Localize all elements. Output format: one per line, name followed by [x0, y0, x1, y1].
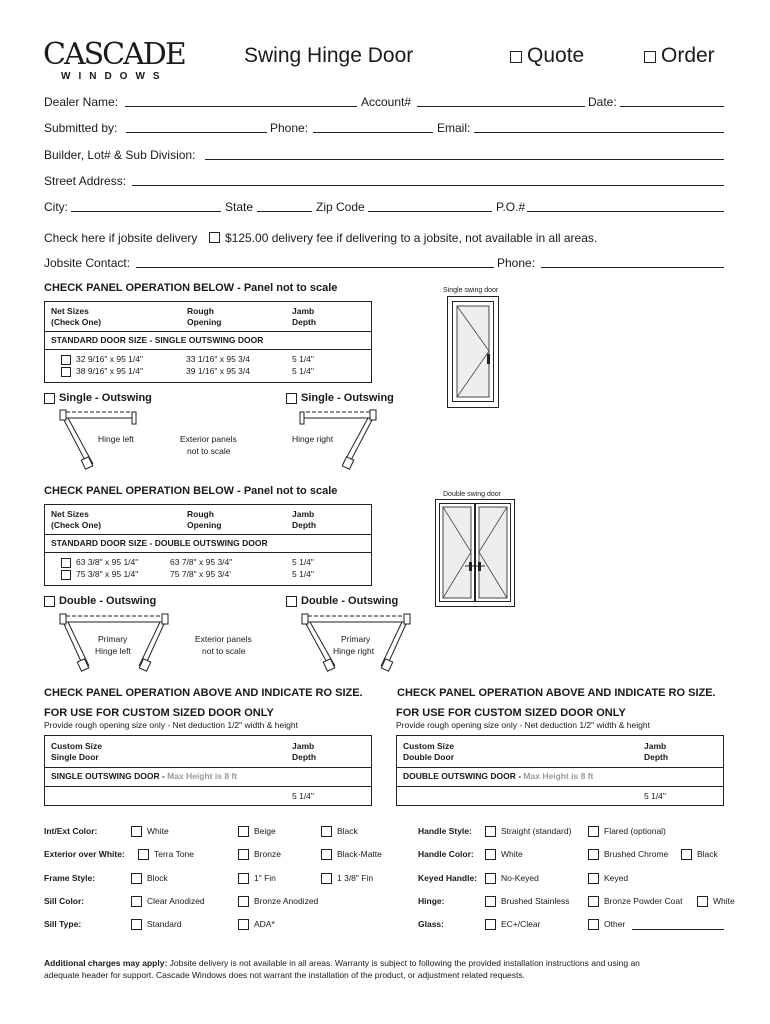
glass-other-checkbox[interactable] [588, 919, 599, 930]
double-row-net: 75 3/8" x 95 1/4" [76, 569, 139, 579]
custom-double-row-label: DOUBLE OUTSWING DOOR - [403, 771, 524, 781]
sill-standard-checkbox[interactable] [131, 919, 142, 930]
logo-sub: WINDOWS [61, 71, 168, 82]
state-field[interactable] [257, 211, 312, 212]
single-standard-label: STANDARD DOOR SIZE - SINGLE OUTSWING DOOR [51, 335, 264, 345]
hinge-bronze-label: Bronze Powder Coat [604, 896, 683, 906]
double-right-checkbox[interactable] [286, 596, 297, 607]
double-exterior-caption2: not to scale [202, 646, 246, 656]
custom-single-row [51, 771, 237, 782]
hinge-white-checkbox[interactable] [697, 896, 708, 907]
double-right-label: Double - Outswing [301, 595, 399, 607]
intext-black-checkbox[interactable] [321, 826, 332, 837]
exterior-terra-label: Terra Tone [154, 849, 195, 859]
jobsite-fee-text: $125.00 delivery fee if delivering to a jobsite, not available in all areas. [225, 231, 598, 245]
single-row-rough: 33 1/16" x 95 3/4 [186, 354, 250, 364]
custom-single-row-label: SINGLE OUTSWING DOOR - [51, 771, 168, 781]
single-diagram-label: Single swing door [443, 287, 499, 294]
quote-label: Quote [527, 44, 585, 67]
single-right-label: Single - Outswing [301, 392, 394, 404]
footer-bold: Additional charges may apply: [44, 958, 168, 968]
single-hinge-right-caption: Hinge right [292, 434, 334, 444]
intext-beige-checkbox[interactable] [238, 826, 249, 837]
single-row-checkbox[interactable] [61, 355, 71, 365]
zip-label: Zip Code [316, 200, 365, 214]
page-title: Swing Hinge Door [244, 44, 414, 67]
handle-straight-checkbox[interactable] [485, 826, 496, 837]
dealer-name-field[interactable] [125, 106, 357, 107]
street-field[interactable] [132, 185, 724, 186]
custom-double-row [403, 771, 593, 782]
phone-field[interactable] [313, 132, 433, 133]
custom-double-check: CHECK PANEL OPERATION ABOVE AND INDICATE RO SIZE. [397, 687, 716, 699]
exterior-label: Exterior over White: [44, 849, 125, 859]
sill-clear-label: Clear Anodized [147, 896, 205, 906]
handle-white-label: White [501, 849, 523, 859]
jobsite-delivery-text: Check here if jobsite delivery [44, 231, 198, 245]
single-col-rough: Rough [187, 306, 214, 316]
handle-white-checkbox[interactable] [485, 849, 496, 860]
divider [44, 767, 372, 768]
email-field[interactable] [474, 132, 724, 133]
intext-label: Int/Ext Color: [44, 826, 98, 836]
hinge-stainless-label: Brushed Stainless [501, 896, 570, 906]
footer-note [44, 957, 734, 981]
double-hinge-right-caption: Hinge right [333, 646, 375, 656]
custom-single-size-input[interactable] [45, 787, 285, 805]
sill-ada-checkbox[interactable] [238, 919, 249, 930]
date-label: Date: [588, 95, 617, 109]
handle-flared-checkbox[interactable] [588, 826, 599, 837]
hinge-label: Hinge: [418, 896, 445, 906]
account-field[interactable] [417, 106, 585, 107]
divider [44, 552, 372, 553]
single-col-rough2: Opening [187, 317, 222, 327]
intext-black-label: Black [337, 826, 358, 836]
custom-single-use: FOR USE FOR CUSTOM SIZED DOOR ONLY [44, 707, 274, 719]
builder-field[interactable] [205, 159, 724, 160]
custom-double-jamb: 5 1/4" [644, 791, 666, 801]
glass-clear-label: EC+/Clear [501, 919, 541, 929]
custom-single-col2a: Jamb [292, 741, 315, 751]
footer-text2: adequate header for support. Cascade Windows does not warrant the installation of the product, or adjustment related requests. [44, 970, 526, 980]
custom-double-col1a: Custom Size [403, 741, 455, 751]
po-label: P.O.# [496, 200, 526, 214]
sill-type-label: Sill Type: [44, 919, 82, 929]
date-field[interactable] [620, 106, 724, 107]
custom-single-jamb: 5 1/4" [292, 791, 314, 801]
double-row-checkbox[interactable] [61, 558, 71, 568]
jobsite-contact-label: Jobsite Contact: [44, 256, 131, 270]
single-col-jamb: Jamb [292, 306, 315, 316]
custom-single-col1b: Single Door [51, 752, 99, 762]
handle-flared-label: Flared (optional) [604, 826, 666, 836]
hinge-stainless-checkbox[interactable] [485, 896, 496, 907]
frame-fin2-checkbox[interactable] [321, 873, 332, 884]
single-row-jamb: 5 1/4" [292, 354, 314, 364]
custom-double-col2a: Jamb [644, 741, 667, 751]
exterior-bronze-checkbox[interactable] [238, 849, 249, 860]
handle-straight-label: Straight (standard) [501, 826, 572, 836]
double-col-jamb2: Depth [292, 520, 317, 530]
intext-white-checkbox[interactable] [131, 826, 142, 837]
handle-chrome-label: Brushed Chrome [604, 849, 669, 859]
double-section-title: CHECK PANEL OPERATION BELOW - Panel not to scale [44, 485, 338, 497]
intext-beige-label: Beige [254, 826, 276, 836]
jobsite-delivery-checkbox[interactable] [209, 232, 220, 243]
glass-label: Glass: [418, 919, 444, 929]
frame-label: Frame Style: [44, 873, 96, 883]
exterior-black-checkbox[interactable] [321, 849, 332, 860]
single-left-label: Single - Outswing [59, 392, 152, 404]
sill-bronze-checkbox[interactable] [238, 896, 249, 907]
quote-checkbox[interactable] [510, 51, 522, 63]
phone-label: Phone: [270, 121, 309, 135]
keyed-no-label: No-Keyed [501, 873, 539, 883]
double-door-diagram [435, 499, 515, 607]
handle-style-label: Handle Style: [418, 826, 472, 836]
account-label: Account# [361, 95, 412, 109]
custom-double-size-input[interactable] [397, 787, 637, 805]
single-door-diagram [447, 296, 499, 408]
glass-other-label: Other [604, 919, 626, 929]
double-col-net2: (Check One) [51, 520, 102, 530]
single-exterior-caption1: Exterior panels [180, 434, 237, 444]
custom-single-col2b: Depth [292, 752, 317, 762]
double-col-rough: Rough [187, 509, 214, 519]
divider [396, 767, 724, 768]
hinge-white-label: White [713, 896, 735, 906]
single-exterior-caption2: not to scale [187, 446, 231, 456]
order-label: Order [661, 44, 715, 67]
single-row-jamb: 5 1/4" [292, 366, 314, 376]
custom-single-check: CHECK PANEL OPERATION ABOVE AND INDICATE RO SIZE. [44, 687, 363, 699]
frame-fin1-checkbox[interactable] [238, 873, 249, 884]
double-row-rough: 63 7/8" x 95 3/4" [170, 557, 233, 567]
frame-block-checkbox[interactable] [131, 873, 142, 884]
exterior-bronze-label: Bronze [254, 849, 281, 859]
email-label: Email: [437, 121, 471, 135]
custom-double-col1b: Double Door [403, 752, 454, 762]
single-section-title: CHECK PANEL OPERATION BELOW - Panel not to scale [44, 282, 338, 294]
single-col-jamb2: Depth [292, 317, 317, 327]
custom-double-row-gray: Max Height is 8 ft [523, 771, 594, 781]
exterior-terra-checkbox[interactable] [138, 849, 149, 860]
submitted-by-field[interactable] [126, 132, 267, 133]
single-row-net: 32 9/16" x 95 1/4" [76, 354, 143, 364]
sill-clear-checkbox[interactable] [131, 896, 142, 907]
double-left-label: Double - Outswing [59, 595, 157, 607]
handle-color-label: Handle Color: [418, 849, 474, 859]
double-row-checkbox[interactable] [61, 570, 71, 580]
single-row-checkbox[interactable] [61, 367, 71, 377]
phone2-field[interactable] [541, 267, 724, 268]
handle-chrome-checkbox[interactable] [588, 849, 599, 860]
logo-text: CASCADE [43, 37, 185, 72]
custom-double-col2b: Depth [644, 752, 669, 762]
double-diagram-label: Double swing door [443, 491, 501, 498]
divider [44, 534, 372, 535]
custom-single-provide: Provide rough opening size only - Net deduction 1/2" width & height [44, 720, 298, 730]
order-checkbox[interactable] [644, 51, 656, 63]
street-label: Street Address: [44, 174, 127, 188]
phone2-label: Phone: [497, 256, 536, 270]
double-col-rough2: Opening [187, 520, 222, 530]
frame-fin2-label: 1 3/8" Fin [337, 873, 374, 883]
keyed-label: Keyed Handle: [418, 873, 478, 883]
single-hinge-left-caption: Hinge left [98, 434, 134, 444]
jobsite-contact-field[interactable] [136, 267, 494, 268]
single-hinge-right-diagram [298, 408, 378, 472]
sill-ada-label: ADA* [254, 919, 275, 929]
keyed-no-checkbox[interactable] [485, 873, 496, 884]
glass-other-field[interactable] [632, 929, 724, 930]
handle-black-label: Black [697, 849, 718, 859]
double-primary-left-caption: Primary [98, 634, 128, 644]
single-col-net: Net Sizes [51, 306, 89, 316]
logo [43, 37, 188, 85]
double-hinge-left-caption: Hinge left [95, 646, 131, 656]
sill-color-label: Sill Color: [44, 896, 85, 906]
submitted-by-label: Submitted by: [44, 121, 118, 135]
glass-clear-checkbox[interactable] [485, 919, 496, 930]
double-left-checkbox[interactable] [44, 596, 55, 607]
po-field[interactable] [527, 211, 724, 212]
single-col-net2: (Check One) [51, 317, 102, 327]
divider [44, 349, 372, 350]
hinge-bronze-checkbox[interactable] [588, 896, 599, 907]
builder-label: Builder, Lot# & Sub Division: [44, 148, 196, 162]
sill-standard-label: Standard [147, 919, 182, 929]
keyed-yes-label: Keyed [604, 873, 629, 883]
double-exterior-caption1: Exterior panels [195, 634, 252, 644]
city-label: City: [44, 200, 68, 214]
zip-field[interactable] [368, 211, 492, 212]
state-label: State [225, 200, 254, 214]
keyed-yes-checkbox[interactable] [588, 873, 599, 884]
exterior-black-label: Black-Matte [337, 849, 382, 859]
double-col-jamb: Jamb [292, 509, 315, 519]
double-row-jamb: 5 1/4" [292, 557, 314, 567]
frame-block-label: Block [147, 873, 168, 883]
custom-single-row-gray: Max Height is 8 ft [167, 771, 238, 781]
single-left-checkbox[interactable] [44, 393, 55, 404]
divider [44, 331, 372, 332]
intext-white-label: White [147, 826, 169, 836]
double-col-net: Net Sizes [51, 509, 89, 519]
double-primary-right-caption: Primary [341, 634, 371, 644]
double-row-rough: 75 7/8" x 95 3/4' [170, 569, 231, 579]
single-right-checkbox[interactable] [286, 393, 297, 404]
footer-text1: Jobsite delivery is not available in all areas. Warranty is subject to following the provided installation instructions and using an [167, 958, 640, 968]
double-row-net: 63 3/8" x 95 1/4" [76, 557, 139, 567]
footer-line1 [44, 957, 734, 969]
dealer-name-label: Dealer Name: [44, 95, 119, 109]
custom-single-col1a: Custom Size [51, 741, 103, 751]
frame-fin1-label: 1" Fin [254, 873, 276, 883]
sill-bronze-label: Bronze Anodized [254, 896, 319, 906]
single-row-rough: 39 1/16" x 95 3/4 [186, 366, 250, 376]
double-row-jamb: 5 1/4" [292, 569, 314, 579]
custom-double-provide: Provide rough opening size only - Net deduction 1/2" width & height [396, 720, 650, 730]
handle-black-checkbox[interactable] [681, 849, 692, 860]
custom-double-use: FOR USE FOR CUSTOM SIZED DOOR ONLY [396, 707, 626, 719]
single-row-net: 38 9/16" x 95 1/4" [76, 366, 143, 376]
city-field[interactable] [71, 211, 221, 212]
double-standard-label: STANDARD DOOR SIZE - DOUBLE OUTSWING DOOR [51, 538, 268, 548]
